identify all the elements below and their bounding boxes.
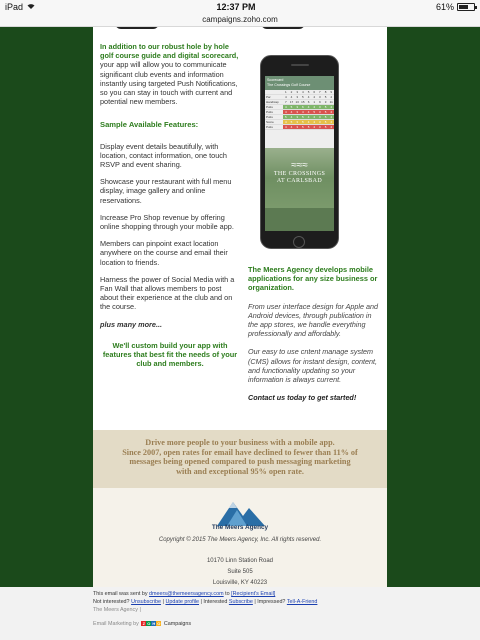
banner-line: with and exceptional 95% open rate. xyxy=(176,466,304,476)
to-text: to xyxy=(223,591,232,597)
scorecard-row-label: Putts xyxy=(266,115,273,119)
scorecard-cell: 4 xyxy=(307,105,310,109)
zoho-letter: H xyxy=(152,621,156,627)
feature-item: Display event details beautifully, with location, contact information, one touch RSVP and event sharing. xyxy=(100,141,227,170)
scorecard-cell: 3 xyxy=(319,125,321,129)
scorecard-cell: 7 xyxy=(319,90,321,94)
scorecard-cell: 4 xyxy=(285,105,287,109)
address xyxy=(93,556,387,587)
banner-line: Since 2007, open rates for email have declined to fewer than 11% of xyxy=(122,447,358,457)
phone-screen xyxy=(265,76,334,231)
scorecard-cell: 4 xyxy=(330,110,333,114)
scorecard-cell: 4 xyxy=(302,90,304,94)
scorecard-cell: 6 xyxy=(302,105,304,109)
impressed-text: | Impressed? xyxy=(252,599,287,605)
scorecard-cell: 5 xyxy=(324,115,327,119)
scorecard-cell: 5 xyxy=(302,115,304,119)
image-fragment-left xyxy=(115,27,159,29)
preferences-line: Not interested? Unsubscribe | Update profile | Interested Subscribe | Impressed? Tell-A-Friend xyxy=(93,599,318,605)
scorecard-cell: 4 xyxy=(330,105,333,109)
scorecard-cell: 3 xyxy=(296,105,299,109)
footer xyxy=(93,488,387,587)
scorecard-cell: 15 xyxy=(301,100,305,104)
unsubscribe-link[interactable]: Unsubscribe xyxy=(131,599,162,605)
scorecard-cell: 4 xyxy=(285,95,287,99)
right-column xyxy=(248,265,383,402)
feature-item: Increase Pro Shop revenue by offering online shopping through your mobile app. xyxy=(100,212,234,232)
feature-item: Showcase your restaurant with full menu display, image gallery and online reservations. xyxy=(100,177,232,205)
scorecard-cell: 8 xyxy=(324,90,327,94)
zoho-letter: Z xyxy=(142,621,146,627)
scorecard-row-label: Handicap xyxy=(266,100,279,104)
address-bar[interactable] xyxy=(0,13,480,27)
scorecard-cell: 4 xyxy=(313,105,316,109)
scorecard-cell: 4 xyxy=(290,110,293,114)
scorecard-cell: 1 xyxy=(285,90,287,94)
banner-line: Drive more people to your business with a mobile app. xyxy=(145,438,335,447)
phone-image xyxy=(260,55,339,249)
scorecard-cell: 4 xyxy=(285,110,287,114)
scorecard-cell: 4 xyxy=(307,110,310,114)
scorecard-row-label: Putts xyxy=(266,125,273,129)
scorecard-cell: 4 xyxy=(307,95,310,99)
marketing-by-line xyxy=(93,620,387,628)
scorecard-cell: 5 xyxy=(302,120,304,124)
scorecard-cell: 5 xyxy=(307,125,310,129)
scorecard-cell: 13 xyxy=(295,100,299,104)
scorecard-cell: 5 xyxy=(324,125,327,129)
copyright: Copyright © 2015 The Meers Agency, Inc. All rights reserved. xyxy=(158,537,322,543)
cta-text: We'll custom build your app with features that best fit the needs of your club and members. xyxy=(102,340,238,369)
scorecard-cell: 5 xyxy=(324,105,327,109)
scorecard-cell: 3 xyxy=(319,120,321,124)
promo-banner xyxy=(93,430,387,488)
scorecard-row xyxy=(265,125,334,130)
scorecard-row-label xyxy=(265,90,283,94)
crossings-logo xyxy=(269,160,330,188)
scorecard-cell: 3 xyxy=(319,95,321,99)
scorecard-cell: 4 xyxy=(302,110,304,114)
feature-item: Members can pinpoint exact location anywhere on the course and email their location to friends. xyxy=(100,239,228,267)
crossings-logo-text: AT CARLSBAD xyxy=(276,178,323,184)
scorecard-cell: 4 xyxy=(313,125,316,129)
intro-rest: your app will allow you to communicate significant club events and information instantly using targeted Push Notifications, so you can stay in touch with current and potential new members. xyxy=(100,60,238,107)
scorecard-cell: 11 xyxy=(329,100,333,104)
interested-text: | Interested xyxy=(199,599,229,605)
phone-speaker xyxy=(291,64,309,66)
scorecard-cell: 4 xyxy=(290,125,293,129)
address-line: 10170 Linn Station Road xyxy=(206,558,274,564)
zoho-letter: O xyxy=(147,621,151,627)
feature-item: Harness the power of Social Media with a Fan Wall that allows members to post about their experience at the club and on the course. xyxy=(100,274,235,312)
scorecard-cell: 3 xyxy=(324,100,327,104)
scorecard-cell: 4 xyxy=(290,95,293,99)
scorecard-cell: 17 xyxy=(289,100,294,104)
course-photo xyxy=(265,148,334,208)
scorecard-cell: 4 xyxy=(313,120,316,124)
sender-email-link[interactable]: dmeers@themeersagency.com xyxy=(149,591,224,597)
update-profile-link[interactable]: Update profile xyxy=(165,599,200,605)
recipient-link[interactable]: [Recipient's Email] xyxy=(231,591,276,597)
scorecard-cell: 4 xyxy=(285,125,287,129)
sent-prefix: This email was sent by xyxy=(93,591,150,597)
scorecard-cell: 4 xyxy=(330,95,333,99)
scorecard-row-label: Putts xyxy=(266,110,273,114)
scorecard-cell: 4 xyxy=(307,115,310,119)
waves-icon: ≈≈≈ xyxy=(291,160,308,171)
scorecard-cell: 3 xyxy=(296,120,299,124)
home-button xyxy=(293,236,305,248)
zoho-letter: O xyxy=(157,621,161,627)
scorecard-cell: 5 xyxy=(324,95,327,99)
intro-bold: In addition to our robust hole by hole golf course guide and digital scorecard, xyxy=(100,42,239,61)
zoho-logo[interactable] xyxy=(141,621,161,626)
scorecard-cell: 3 xyxy=(296,125,299,129)
address-line: Louisville, KY 40223 xyxy=(212,580,268,586)
scorecard-row-label: Score xyxy=(266,120,274,124)
scorecard-cell: 9 xyxy=(330,90,333,94)
scorecard-row-label: Par xyxy=(266,95,271,99)
company-line: The Meers Agency | xyxy=(93,607,141,613)
logo-text: The Meers Agency xyxy=(211,524,269,531)
clock: 12:37 PM xyxy=(216,1,256,12)
scorecard-cell: 5 xyxy=(302,125,304,129)
scorecard-cell: 5 xyxy=(313,110,316,114)
scorecard-cell: 4 xyxy=(330,115,333,119)
right-paragraph: Our easy to use cntent manage system (CMS) allows for instant design, content, and functionality updating so your information is always current. xyxy=(248,347,378,385)
battery-icon xyxy=(457,3,475,11)
scorecard-cell: 5 xyxy=(324,120,327,124)
scorecard-cell: 6 xyxy=(313,90,316,94)
url-text: campaigns.zoho.com xyxy=(202,15,278,24)
subscribe-link[interactable]: Subscribe xyxy=(228,599,253,605)
scorecard-cell: 4 xyxy=(330,120,333,124)
scorecard-cell: 5 xyxy=(290,105,293,109)
scorecard-cell: 4 xyxy=(290,115,293,119)
status-bar xyxy=(0,0,480,13)
scorecard-cell: 3 xyxy=(296,90,299,94)
not-interested-text: Not interested? xyxy=(93,599,132,605)
scorecard-cell: 4 xyxy=(330,125,333,129)
legal-footer xyxy=(93,590,387,628)
scorecard-cell: 3 xyxy=(319,105,321,109)
email-background xyxy=(0,27,480,587)
scorecard-cell: 1 xyxy=(313,100,316,104)
tell-a-friend-link[interactable]: Tell-A-Friend xyxy=(286,599,318,605)
battery-percent: 61% xyxy=(435,1,454,12)
scorecard-cell: 6 xyxy=(307,100,310,104)
scorecard-cell: 3 xyxy=(319,110,321,114)
app-subtitle: The Crossings Golf Course xyxy=(267,82,311,87)
scorecard-cell: 9 xyxy=(319,100,321,104)
app-title: Scorecard xyxy=(267,78,284,82)
intro-paragraph xyxy=(100,42,240,106)
scorecard-cell: 5 xyxy=(285,115,287,119)
screen-bottom xyxy=(265,208,334,231)
address-line: Suite 505 xyxy=(227,569,253,575)
left-column xyxy=(100,42,240,376)
scorecard-cell: 4 xyxy=(313,95,316,99)
scorecard-cell: 5 xyxy=(324,110,327,114)
scorecard xyxy=(265,90,334,130)
carrier-label: iPad xyxy=(5,1,24,12)
scorecard-row-label: Putts xyxy=(266,105,273,109)
scorecard-cell: 3 xyxy=(296,110,299,114)
scorecard-cell: 2 xyxy=(290,90,293,94)
campaigns-text: Campaigns xyxy=(163,621,192,627)
image-fragment-right xyxy=(261,27,305,29)
features-title: Sample Available Features: xyxy=(100,120,199,130)
scorecard-cell: 4 xyxy=(313,115,316,119)
right-paragraph: From user interface design for Apple and Android devices, through publication in the app stores, we handle everything professionally and affordably. xyxy=(248,301,378,339)
scorecard-cell: 3 xyxy=(296,115,299,119)
scorecard-cell: 3 xyxy=(319,115,321,119)
scorecard-cell: 5 xyxy=(307,90,310,94)
contact-cta: Contact us today to get started! xyxy=(248,393,357,403)
scorecard-cell: 7 xyxy=(285,100,287,104)
sent-by-line xyxy=(93,590,387,598)
scorecard-cell: 5 xyxy=(302,95,304,99)
scorecard-cell: 3 xyxy=(296,95,299,99)
crossings-logo-text: THE CROSSINGS xyxy=(273,171,326,177)
email-content xyxy=(93,27,387,587)
scorecard-cell: 4 xyxy=(307,120,310,124)
banner-line: messages being opened compared to push messaging marketing xyxy=(129,457,351,467)
scorecard-cell: 4 xyxy=(285,120,287,124)
agency-headline: The Meers Agency develops mobile applications for any size business or organization. xyxy=(248,265,378,293)
scorecard-cell: 5 xyxy=(290,120,293,124)
app-bar xyxy=(265,76,334,90)
marketing-by-text: Email Marketing by xyxy=(93,621,139,627)
wifi-icon xyxy=(26,2,36,12)
more-text: plus many more... xyxy=(100,319,163,329)
